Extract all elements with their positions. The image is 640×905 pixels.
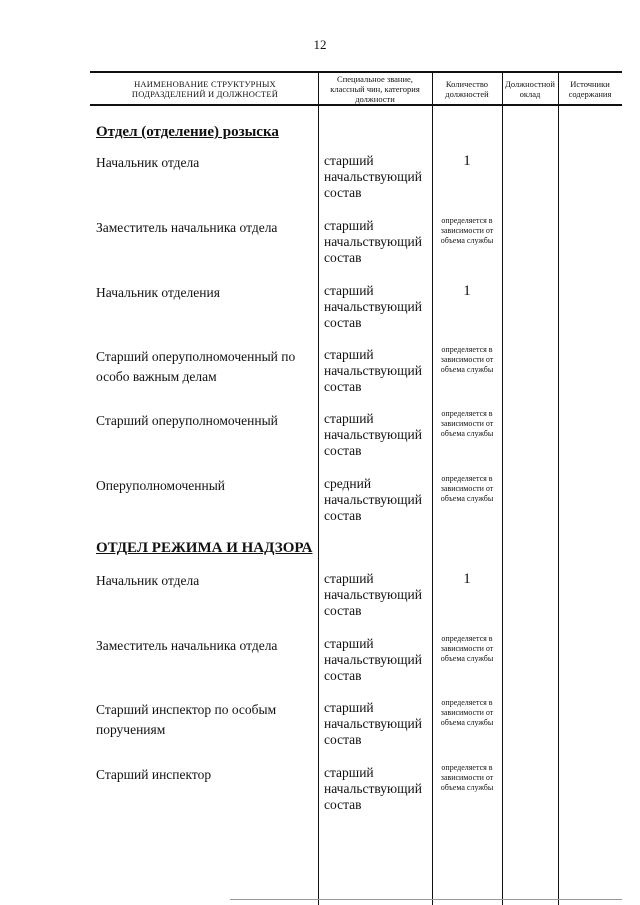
rank-line: начальствующий (324, 716, 422, 731)
rank-line: состав (324, 379, 362, 394)
position-quantity: 1 (463, 153, 471, 169)
bottom-rule (230, 899, 622, 900)
rank-line: старший (324, 153, 374, 168)
rank-line: старший (324, 218, 374, 233)
rank-line: начальствующий (324, 299, 422, 314)
position-quantity: определяется в зависимости от объема службы (440, 216, 494, 245)
rank-line: начальствующий (324, 587, 422, 602)
position-quantity: определяется в зависимости от объема службы (440, 474, 494, 503)
table-header-rule (90, 104, 622, 106)
section-title: ОТДЕЛ РЕЖИМА И НАДЗОРА (96, 540, 313, 556)
position-rank (324, 347, 434, 395)
position-quantity: определяется в зависимости от объема службы (440, 634, 494, 663)
rank-line: старший (324, 571, 374, 586)
header-salary: Должностной оклад (505, 78, 555, 99)
position-name: Начальник отдела (96, 573, 200, 588)
header-sources: Источники содержания (568, 78, 612, 99)
rank-line: старший (324, 765, 374, 780)
rank-line: средний (324, 476, 372, 491)
rank-line: старший (324, 636, 374, 651)
page-number: 12 (313, 37, 327, 52)
header-name: НАИМЕНОВАНИЕ СТРУКТУРНЫХ ПОДРАЗДЕЛЕНИЙ И ДОЛЖНОСТЕЙ (131, 78, 279, 99)
position-name: Старший оперуполномоченный (96, 413, 278, 428)
rank-line: начальствующий (324, 781, 422, 796)
rank-line: старший (324, 283, 374, 298)
rank-line: состав (324, 797, 362, 812)
header-quantity: Количество должностей (445, 78, 489, 99)
rank-line: состав (324, 250, 362, 265)
position-rank (324, 411, 434, 459)
position-quantity: определяется в зависимости от объема службы (440, 409, 494, 438)
column-divider (318, 71, 319, 905)
position-quantity: 1 (463, 283, 471, 299)
rank-line: состав (324, 508, 362, 523)
rank-line: состав (324, 315, 362, 330)
rank-line: начальствующий (324, 169, 422, 184)
position-name: Старший оперуполномоченный по особо важным делам (96, 349, 296, 384)
rank-line: старший (324, 347, 374, 362)
position-rank (324, 218, 434, 266)
position-name: Заместитель начальника отдела (96, 220, 278, 235)
position-name: Начальник отделения (96, 285, 220, 300)
rank-line: начальствующий (324, 427, 422, 442)
position-name: Заместитель начальника отдела (96, 638, 278, 653)
position-name: Начальник отдела (96, 155, 200, 170)
position-name: Старший инспектор (96, 767, 212, 782)
position-rank (324, 636, 434, 684)
rank-line: начальствующий (324, 652, 422, 667)
position-rank (324, 765, 434, 813)
header-rank: Специальное звание, классный чин, категория должности (330, 73, 420, 104)
rank-line: старший (324, 700, 374, 715)
column-divider (558, 71, 559, 905)
rank-line: начальствующий (324, 234, 422, 249)
rank-line: состав (324, 732, 362, 747)
rank-line: состав (324, 185, 362, 200)
rank-line: старший (324, 411, 374, 426)
position-quantity: определяется в зависимости от объема службы (440, 763, 494, 792)
position-name: Старший инспектор по особым поручениям (96, 702, 277, 737)
rank-line: состав (324, 603, 362, 618)
position-rank (324, 153, 434, 201)
rank-line: состав (324, 668, 362, 683)
position-rank (324, 571, 434, 619)
column-divider (502, 71, 503, 905)
position-rank (324, 476, 434, 524)
position-rank (324, 283, 434, 331)
position-quantity: определяется в зависимости от объема службы (440, 345, 494, 374)
rank-line: начальствующий (324, 363, 422, 378)
rank-line: начальствующий (324, 492, 422, 507)
position-name: Оперуполномоченный (96, 478, 226, 493)
position-quantity: 1 (463, 571, 471, 587)
position-quantity: определяется в зависимости от объема службы (440, 698, 494, 727)
position-rank (324, 700, 434, 748)
rank-line: состав (324, 443, 362, 458)
section-title: Отдел (отделение) розыска (96, 124, 279, 140)
